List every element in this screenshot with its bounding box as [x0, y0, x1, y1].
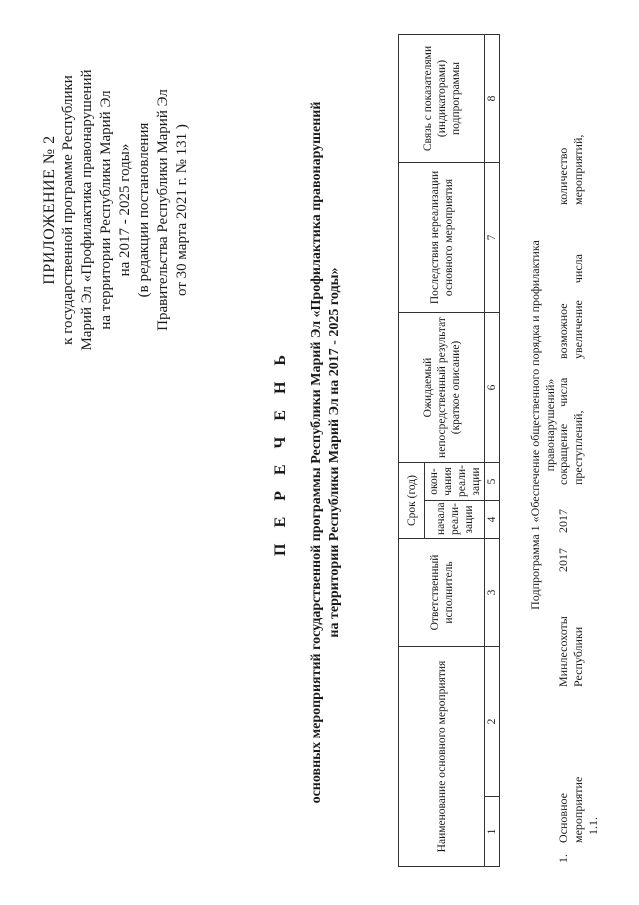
- row-result-line: преступлений,: [571, 410, 585, 485]
- row-executor-line: Республики: [571, 626, 585, 687]
- row-executor-line: Минлесохоты: [556, 616, 570, 687]
- row-name-line: Основное: [556, 793, 570, 843]
- row-name-line: [571, 753, 601, 843]
- appendix-line: от 30 марта 2021 г. № 131 ): [174, 124, 190, 296]
- header-result: Ожидаемый непосредственный результат (краткое описание): [399, 313, 485, 463]
- measures-table: [398, 34, 500, 867]
- title-main: П Е Р Е Ч Е Н Ь: [272, 349, 289, 556]
- column-number: 6: [485, 313, 500, 463]
- appendix-line: на территории Республики Марий Эл: [98, 90, 114, 330]
- header-term: Срок (год): [399, 463, 425, 539]
- appendix-number: ПРИЛОЖЕНИЕ № 2: [41, 135, 58, 285]
- row-link-line: количество: [556, 147, 570, 205]
- row-result-word: сокращение: [556, 423, 570, 485]
- appendix-line: к государственной программе Республики: [60, 75, 76, 345]
- row-result-word: числа: [556, 377, 570, 407]
- row-index: 1.: [556, 854, 570, 863]
- column-number: 5: [485, 463, 500, 501]
- header-link: Связь с показателями (индикаторами) подпрограммы: [399, 35, 485, 163]
- header-consequences: Последствия нереализации основного мероприятия: [399, 163, 485, 313]
- row-end-year: 2017: [556, 509, 570, 533]
- row-executor: [556, 616, 586, 687]
- row-consequences: [556, 229, 586, 359]
- row-consequences-line: [571, 229, 586, 359]
- row-name-number: 1.1.: [586, 817, 600, 835]
- column-number: 2: [485, 647, 500, 797]
- row-name-word: мероприятие: [571, 776, 585, 843]
- appendix-line: Правительства Республики Марий Эл: [155, 89, 171, 331]
- title-subtitle-2: на территории Республики Марий Эл на 2017 - 2025 годы»: [327, 267, 342, 638]
- row-name: [556, 753, 601, 843]
- row-link: [556, 135, 586, 205]
- subprogram-heading: Подпрограмма 1 «Обеспечение общественного порядка и профилактика правонарушений»: [528, 240, 557, 610]
- appendix-line: на 2017 - 2025 годы»: [117, 143, 133, 277]
- header-start: начала реали-зации: [425, 501, 485, 539]
- row-link-line: мероприятий,: [571, 134, 585, 205]
- appendix-header: [40, 45, 192, 375]
- row-consequences-word: числа: [571, 254, 585, 284]
- column-number: 3: [485, 539, 500, 647]
- row-result: [556, 375, 586, 485]
- column-number: 1: [485, 797, 500, 867]
- title-subtitle-1: основных мероприятий государственной программы Республики Марий Эл «Профилактика правонарушений: [309, 101, 324, 804]
- row-result-line: [556, 375, 571, 485]
- header-name: Наименование основного мероприятия: [399, 647, 485, 867]
- column-number: 7: [485, 163, 500, 313]
- appendix-line: Марий Эл «Профилактика правонарушений: [79, 69, 95, 351]
- header-end: окон-чания реали-зации: [425, 463, 485, 501]
- column-number: 4: [485, 501, 500, 539]
- row-start-year: 2017: [556, 548, 570, 572]
- document-title: [272, 40, 344, 865]
- column-numbers-row: [485, 35, 500, 867]
- column-number: 8: [485, 35, 500, 163]
- appendix-line: (в редакции постановления: [136, 122, 152, 298]
- row-consequences-word: увеличение: [571, 300, 585, 359]
- row-consequences-line: возможное: [556, 303, 570, 359]
- header-executor: Ответственный исполнитель: [399, 539, 485, 647]
